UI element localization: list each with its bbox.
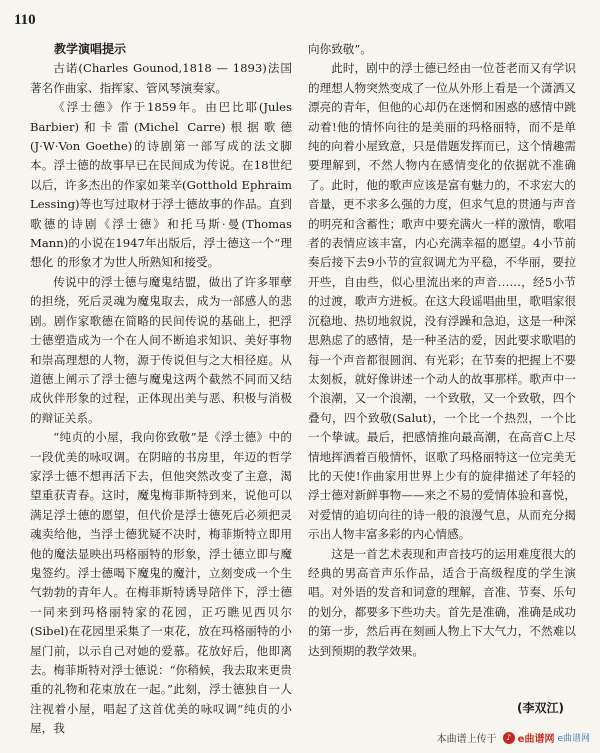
- paragraph-composer: 古诺(Charles Gounod,1818 — 1893)法国著名作曲家、指挥家、管风琴演奏家。: [30, 61, 292, 95]
- paragraph-opera-origin: 《浮士德》作于1859年。由巴比耶(Jules Barbier)和卡雷(Michel Carre)根据歌德(J·W·Von Goethe)的诗剧第一部写成的法文脚本。浮士德的故事早已在民间成为传说。在18世纪以后，许多杰出的作家如莱辛(Gotthold Ephraim Lessing)等也写过取材于浮士德故事的作品。直到歌德的诗剧《浮士德》和托马斯·曼(Thomas Mann)的小说在1947年出版后，浮士德这一个“理想化 的形象才为世人所熟知和接受。: [30, 100, 292, 270]
- footer: [437, 730, 590, 745]
- music-note-icon: ♪: [503, 732, 515, 744]
- section-heading: 教学演唱提示: [54, 42, 127, 56]
- page-number: 110: [14, 12, 36, 28]
- paragraph-legend: 传说中的浮士德与魔鬼结盟，做出了许多罪孽的担绕，死后灵魂为魔鬼取去，成为一部感人的悲剧。剧作家歌德在简略的民间传说的基础上，把浮士德塑造成为一个在人间不断追求知识、美好事物和崇高理想的人物，源于传说但与之大相径庭。从道德上阐示了浮士德与魔鬼这两个截然不同而又结成伙伴形象的过程，正体现出美与恶、积极与消极的辩证关系。: [30, 274, 292, 425]
- logo-text: e曲谱网: [517, 734, 555, 745]
- logo-subtext: e曲谱网: [557, 734, 590, 744]
- author-signature: (李双江): [517, 701, 564, 715]
- paragraph-continuation: 向你致敬”。: [308, 42, 372, 56]
- paragraph-teaching-advice: 这是一首艺术表现和声音技巧的运用难度很大的经典的男高音声乐作品，适合于高级程度的学生演唱。对外语的发音和词意的理解，音准、节奏、乐句的划分，都要多下些功夫。首先是准确，准确是成功的第一步，然后再在刻画人物上下大气力，不然难以达到预期的教学效果。: [308, 546, 576, 658]
- paragraph-performance-notes: 此时，剧中的浮士德已经由一位苍老而又有学识的理想人物突然变成了一位从外形上看是一个潇洒又漂亮的青年，但他的心却仍在迷惘和困惑的感情中跳动着!他的情怀向往的是美丽的玛格丽特，而不是单纯的向着小屋致意，只是借题发挥而已，这个情趣需要理解到，不然人物内在感情变化的依据就不准确了。此时，他的歌声应该是富有魅力的，不求宏大的音量，更不求多么强的力度，但求气息的贯通与声音的明亮和含蓄性；歌声中要充满火一样的激情，歌唱者的表情应该丰富，内心充满幸福的愿望。4小节前奏后接下去9小节的宣叙调尤为平稳，不华丽，要拉开些，自由些，似心里流出来的声音……，经5小节的过渡，歌声方进板。在这大段谣唱曲里，歌唱家很沉稳地、热切地叙说，没有浮躁和急迫，这是一种深思熟虑了的感情，是一种圣洁的爱，因此要求歌唱的每一个声音都很圆润、有光彩；在节奏的把握上不要太刻板，就好像讲述一个动人的故事那样。歌声中一个浪潮，又一个浪潮，一个致敬，又一个致敬，四个叠句，四个致敬(Salut)，一个比一个热烈，一个比一个挚诚。最后，把感情推向最高潮，在高音C上尽情地挥洒着百般情怀，讴歌了玛格丽特这一位完美无比的天使!作曲家用世界上少有的旋律描述了年轻的浮士德对新鲜事物——来之不易的爱情体验和喜悦，对爱情的追切向往的诗一般的浪漫气息，从而充分揭示出人物丰富多彩的内心情感。: [308, 61, 576, 542]
- right-column: [308, 40, 576, 718]
- paragraph-aria-context: “纯贞的小屋，我向你致敬”是《浮士德》中的一段优美的咏叹调。在阴暗的书房里，年迈的哲学家浮士德不想再活下去，但他突然改变了主意，渴望重获青春。这时，魔鬼梅菲斯特到来，说他可以满足浮士德的愿望，但代价是浮士德死后必须把灵魂卖给他，当浮士德犹疑不决时，梅菲斯特立即用他的魔法显映出玛格丽特的形象，浮士德立即与魔鬼签约。浮士德喝下魔鬼的魔汁，立刻变成一个生气勃勃的青年人。在梅菲斯特诱导陪伴下，浮士德一同来到玛格丽特家的花园，正巧瞧见西贝尔(Sibel)在花园里采集了一束花，放在玛格丽特的小屋门前，以示自己对她的爱慕。花放好后，他即离去。梅菲斯特对浮士德说：“你稍候，我去取来更贵重的礼物和花束放在一起。”此刻，浮士德独自一人注视着小屋，唱起了这首优美的咏叹调“纯贞的小屋，我: [30, 430, 292, 736]
- upload-text: 本曲谱上传于: [436, 734, 497, 745]
- site-logo[interactable]: [503, 730, 590, 745]
- left-column: [30, 40, 292, 739]
